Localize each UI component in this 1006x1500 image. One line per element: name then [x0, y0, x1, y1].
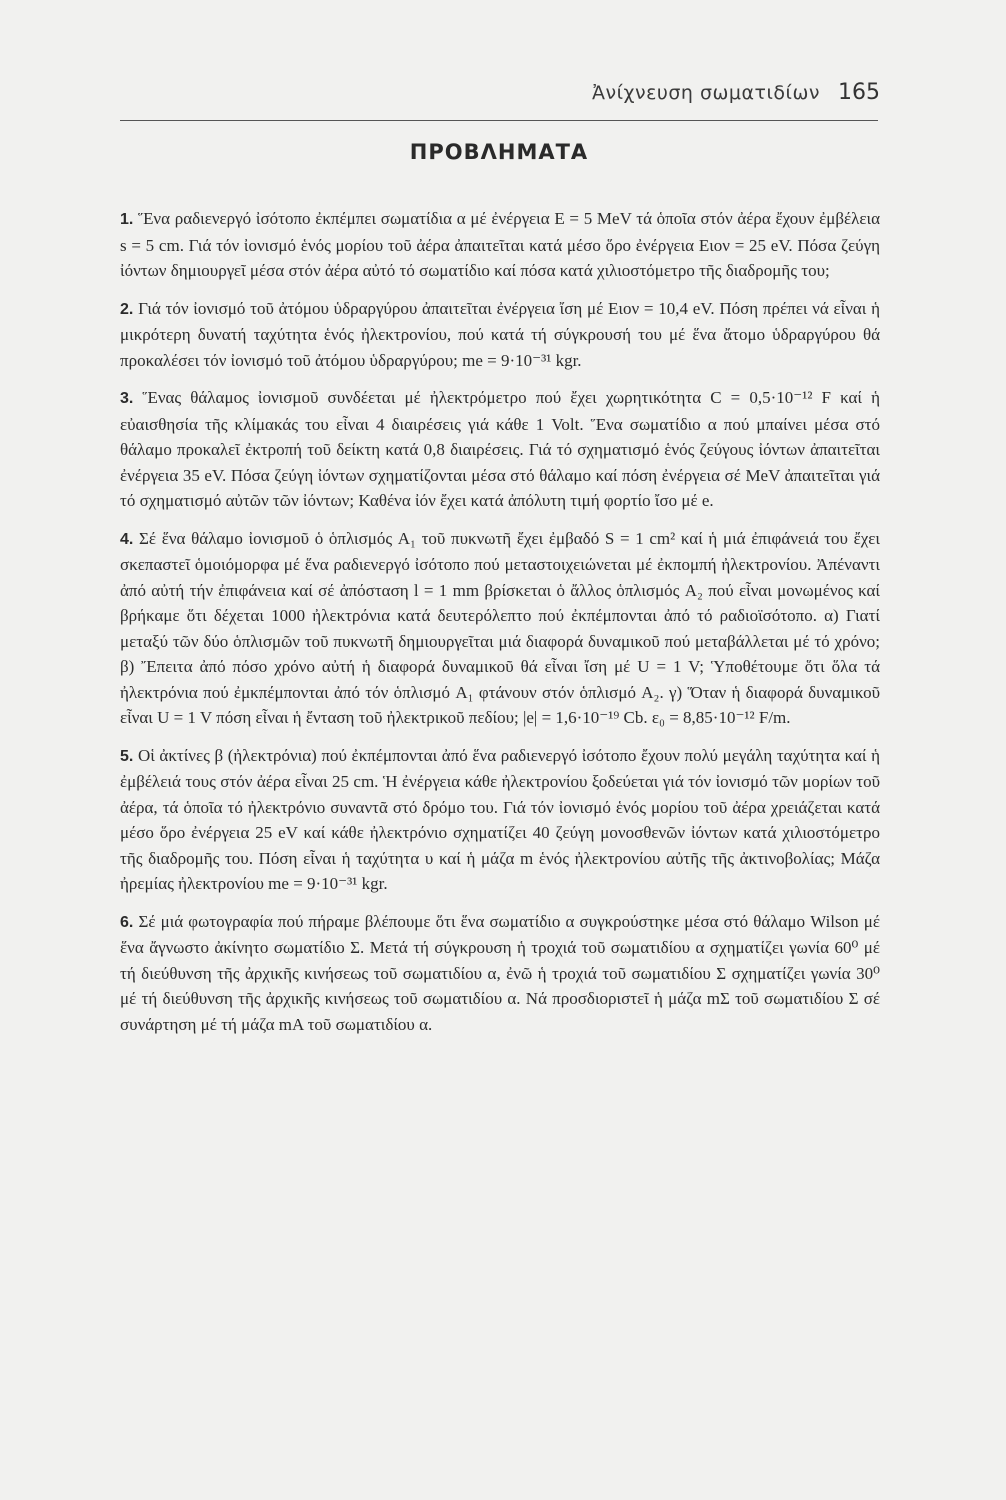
problem-5 [120, 743, 880, 897]
problem-number: 1. [120, 211, 134, 228]
problem-text: Σέ μιά φωτογραφία πού πήραμε βλέπουμε ὅτι ἕνα σωματίδιο α συγκρούστηκε μέσα στό θάλαμο Wilson μέ ἕνα ἄγνωστο ἀκίνητο σωματίδιο Σ. Μετά τή σύγκρουση ἡ τροχιά τοῦ σωματιδίου α σχηματίζει γωνία 60⁰ μέ τή διεύθυνση τῆς ἀρχικῆς κινήσεως τοῦ σωματιδίου α, ἐνῶ ἡ τροχιά τοῦ σωματιδίου Σ σχηματίζει γωνία 30⁰ μέ τή διεύθυνση τῆς ἀρχικῆς κινήσεως τοῦ σωματιδίου α. Νά προσδιοριστεῖ ἡ μάζα mΣ τοῦ σωματιδίου Σ σέ συνάρτηση μέ τή μάζα mA τοῦ σωματιδίου α. [120, 911, 880, 1034]
header-rule [120, 120, 878, 121]
running-head [120, 80, 880, 110]
problem-number: 4. [120, 530, 134, 548]
problem-6 [120, 909, 880, 1038]
section-title: ΠΡΟΒΛΗΜΑΤΑ [409, 140, 589, 164]
problem-text: Οἱ ἀκτίνες β (ἠλεκτρόνια) πού ἐκπέμπονται ἀπό ἕνα ραδιενεργό ἰσότοπο ἔχουν πολύ μεγάλη ταχύτητα καί ἡ ἐμβέλειά τους στόν ἀέρα εἶναι 25 cm. Ἡ ἐνέργεια κάθε ἠλεκτρονίου ξοδεύεται γιά τόν ἰονισμό τῶν μορίων τοῦ ἀέρα, τά ὁποῖα τό ἠλεκτρόνιο συναντᾶ στό δρόμο του. Γιά τόν ἰονισμό ἑνός μορίου τοῦ ἀέρα χρειάζεται κατά μέσο ὅρο ἐνέργεια 25 eV καί κάθε ἠλεκτρόνιο σχηματίζει 40 ζεύγη μονοσθενῶν ἰόντων κατά χιλιοστόμετρο τῆς διαδρομῆς του. Πόση εἶναι ἡ ταχύτητα υ καί ἡ μάζα m ἑνός ἠλεκτρονίου αὐτῆς τῆς ἀκτινοβολίας; Μάζα ἠρεμίας ἠλεκτρονίου me = 9·10⁻³¹ kgr. [120, 745, 880, 893]
problem-2 [120, 296, 880, 374]
problem-4 [120, 526, 880, 731]
problem-text: Σέ ἕνα θάλαμο ἰονισμοῦ ὁ ὁπλισμός A₁ τοῦ πυκνωτῆ ἔχει ἐμβαδό S = 1 cm² καί ἡ μιά ἐπιφάνειά του ἔχει σκεπαστεῖ ὁμοιόμορφα μέ ἕνα ραδιενεργό ἰσότοπο πού μεταστοιχειώνεται μέ ἐκπομπή ἠλεκτρονίου. Ἀπέναντι ἀπό αὐτή τήν ἐπιφάνεια καί σέ ἀπόσταση l = 1 mm βρίσκεται ὁ ἄλλος ὁπλισμός A₂ πού εἶναι μονωμένος καί βρήκαμε ὅτι δέχεται 1000 ἠλεκτρόνια κατά δευτερόλεπτο πού ἐκπέμπονται ἀπό τό ραδιοϊσότοπο. α) Γιατί μεταξύ τῶν δύο ὁπλισμῶν τοῦ πυκνωτῆ δημιουργεῖται μιά διαφορά δυναμικοῦ πού μεταβάλλεται μέ τό χρόνο; β) Ἔπειτα ἀπό πόσο χρόνο αὐτή ἡ διαφορά δυναμικοῦ θά εἶναι ἴση μέ U = 1 V; Ὑποθέτουμε ὅτι ὅλα τά ἠλεκτρόνια πού ἐμκπέμπονται ἀπό τόν ὁπλισμό A₁ φτάνουν στόν ὁπλισμό A₂. γ) Ὅταν ἡ διαφορά δυναμικοῦ εἶναι U = 1 V πόση εἶναι ἡ ἔνταση τοῦ ἠλεκτρικοῦ πεδίου; |e| = 1,6·10⁻¹⁹ Cb. ε₀ = 8,85·10⁻¹² F/m. [120, 528, 880, 727]
problem-text: Γιά τόν ἰονισμό τοῦ ἀτόμου ὑδραργύρου ἀπαιτεῖται ἐνέργεια ἴση μέ Eιον = 10,4 eV. Πόση πρέπει νά εἶναι ἡ μικρότερη δυνατή ταχύτητα ἑνός ἠλεκτρονίου, πού κατά τή σύγκρουσή του μέ ἕνα ἄτομο ὑδραργύρου θά προκαλέσει τόν ἰονισμό τοῦ ἀτόμου ὑδραργύρου; me = 9·10⁻³¹ kgr. [120, 298, 881, 370]
problem-number: 5. [120, 747, 134, 765]
running-title: Ἀνίχνευση σωματιδίων [591, 82, 820, 104]
problem-3 [120, 385, 880, 514]
page-number: 165 [838, 80, 880, 105]
problem-list [120, 206, 880, 1049]
problem-number: 3. [120, 390, 134, 407]
problem-number: 6. [120, 913, 134, 931]
problem-number: 2. [120, 300, 134, 318]
problem-text: Ἕνας θάλαμος ἰονισμοῦ συνδέεται μέ ἠλεκτρόμετρο πού ἔχει χωρητικότητα C = 0,5·10⁻¹² F καί ἡ εὐαισθησία τῆς κλίμακάς του εἶναι 4 διαιρέσεις γιά κάθε 1 Volt. Ἕνα σωματίδιο α πού μπαίνει μέσα στό θάλαμο προκαλεῖ ἐκτροπή τοῦ δείκτη κατά 0,8 διαιρέσεις. Γιά τό σχηματισμό ἑνός ζεύγους ἰόντων ἀπαιτεῖται ἐνέργεια 35 eV. Πόσα ζεύγη ἰόντων σχηματίζονται μέσα στό θάλαμο καί πόση ἐνέργεια σέ MeV ἀπαιτεῖται γιά τό σχηματισμό αὐτῶν τῶν ἰόντων; Καθένα ἰόν ἔχει κατά ἀπόλυτη τιμή φορτίο ἴσο μέ e. [120, 388, 880, 510]
problem-text: Ἕνα ραδιενεργό ἰσότοπο ἐκπέμπει σωματίδια α μέ ἐνέργεια E = 5 MeV τά ὁποῖα στόν ἀέρα ἔχουν ἐμβέλεια s = 5 cm. Γιά τόν ἰονισμό ἑνός μορίου τοῦ ἀέρα ἀπαιτεῖται κατά μέσο ὅρο ἐνέργεια Eιον = 25 eV. Πόσα ζεύγη ἰόντων δημιουργεῖ μέσα στόν ἀέρα αὐτό τό σωματίδιο καί πόσα κατά χιλιοστόμετρο τῆς διαδρομῆς του; [120, 209, 881, 280]
problem-1 [120, 206, 880, 284]
